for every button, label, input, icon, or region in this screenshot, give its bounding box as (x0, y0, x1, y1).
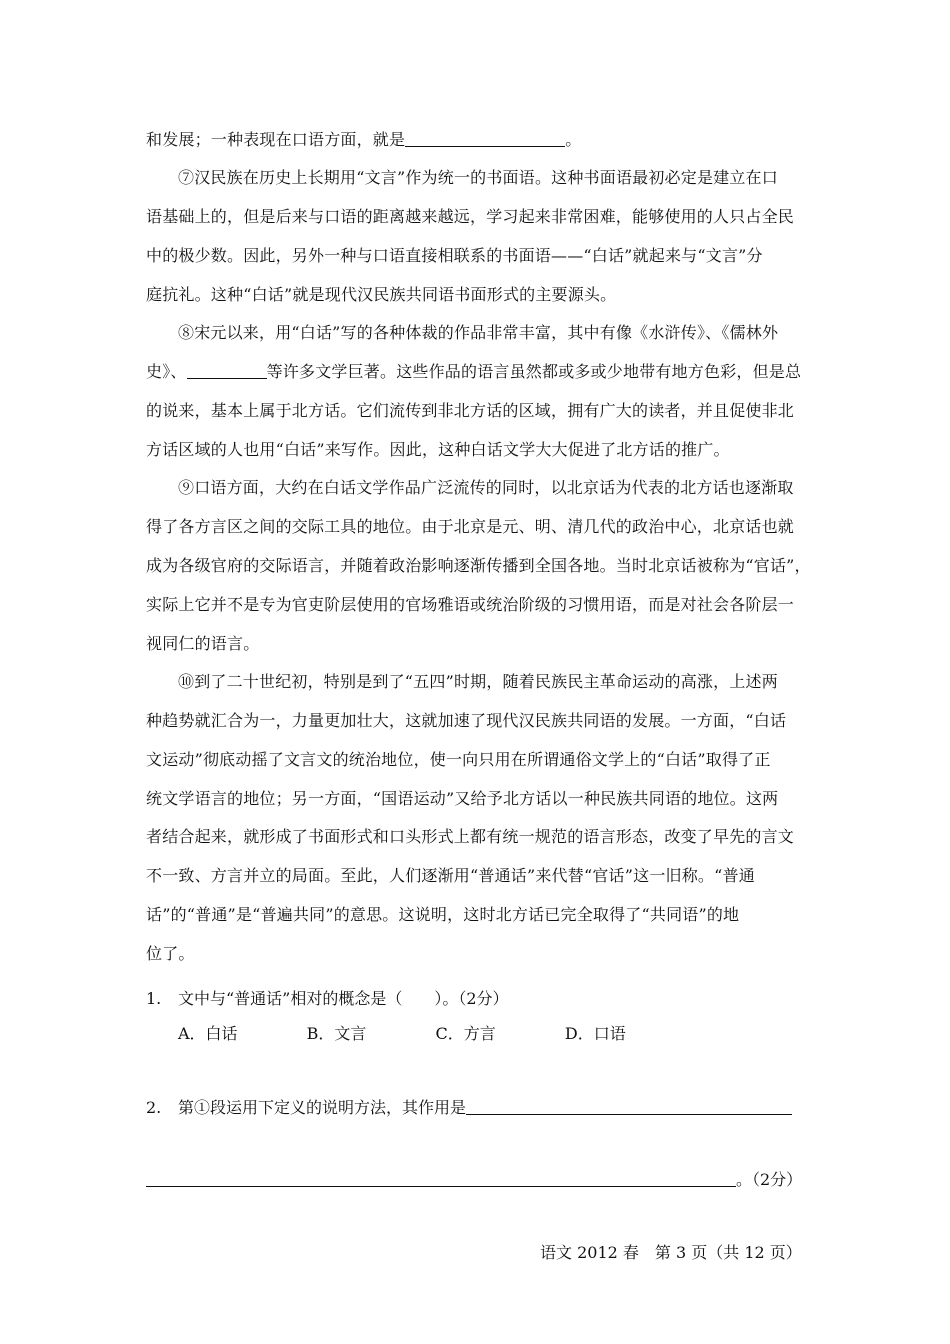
passage-line (146, 440, 730, 460)
passage-line (146, 285, 616, 305)
passage-text: 视同仁的语言。 (146, 634, 260, 653)
question-1-text: 文中与“普通话”相对的概念是（ ）。（2分） (178, 989, 509, 1008)
passage-line (146, 595, 794, 615)
passage-text: 中的极少数。因此，另外一种与口语直接相联系的书面语——“白话”就起来与“文言”分 (146, 246, 763, 265)
passage-text: 不一致、方言并立的局面。至此，人们逐渐用“普通话”来代替“官话”这一旧称。“普通 (146, 866, 755, 885)
question-2-points: 。（2分） (736, 1170, 803, 1189)
passage-text: 史》、 (146, 362, 187, 381)
passage-line (146, 750, 771, 770)
passage-line (178, 478, 794, 498)
passage-line (146, 711, 786, 731)
option-d: D．口语 (564, 1024, 626, 1043)
option-a: A．白话 (178, 1024, 238, 1043)
answer-blank-1[interactable] (466, 1098, 792, 1115)
passage-text: 得了各方言区之间的交际工具的地位。由于北京是元、明、清几代的政治中心，北京话也就 (146, 517, 795, 536)
passage-text: 方话区域的人也用“白话”来写作。因此，这种白话文学大大促进了北方话的推广。 (146, 440, 730, 459)
passage-line (146, 827, 794, 847)
passage-text: 语基础上的，但是后来与口语的距离越来越远，学习起来非常困难，能够使用的人只占全民 (146, 207, 795, 226)
question-1-options (178, 1024, 690, 1044)
passage-text: 种趋势就汇合为一，力量更加壮大，这就加速了现代汉民族共同语的发展。一方面，“白话 (146, 711, 787, 730)
passage-line (146, 634, 259, 654)
passage-text: ⑩到了二十世纪初，特别是到了“五四”时期，随着民族民主革命运动的高涨，上述两 (178, 672, 778, 691)
answer-blank-2[interactable] (146, 1170, 736, 1187)
passage-line (146, 517, 794, 537)
passage-text: 庭抗礼。这种“白话”就是现代汉民族共同语书面形式的主要源头。 (146, 285, 617, 304)
fill-in-blank[interactable] (187, 362, 267, 379)
passage-line (146, 207, 794, 227)
passage-text: ⑨口语方面，大约在白话文学作品广泛流传的同时，以北京话为代表的北方话也逐渐取 (178, 478, 794, 497)
passage-text: 等许多文学巨著。这些作品的语言虽然都或多或少地带有地方色彩，但是总 (266, 362, 802, 381)
passage-text: ⑦汉民族在历史上长期用“文言”作为统一的书面语。这种书面语最初必定是建立在口 (178, 168, 778, 187)
passage-line (178, 323, 778, 343)
question-2 (146, 1098, 792, 1118)
passage-text: 位了。 (146, 944, 195, 963)
question-2-number: 2. (146, 1098, 162, 1117)
passage-text: 统文学语言的地位；另一方面，“国语运动”又给予北方话以一种民族共同语的地位。这两 (146, 789, 779, 808)
passage-text: 。 (565, 130, 582, 149)
question-2-continued (146, 1170, 802, 1190)
passage-line (178, 168, 778, 188)
passage-line (178, 672, 778, 692)
passage-text: 话”的“普通”是“普遍共同”的意思。这说明，这时北方话已完全取得了“共同语”的地 (146, 905, 740, 924)
passage-text: ⑧宋元以来，用“白话”写的各种体裁的作品非常丰富，其中有像《水浒传》、《儒林外 (178, 323, 779, 342)
passage-line (146, 905, 739, 925)
passage-text: 实际上它并不是专为官吏阶层使用的官场雅语或统治阶级的习惯用语，而是对社会各阶层一 (146, 595, 795, 614)
passage-line (146, 401, 794, 421)
option-c: C．方言 (435, 1024, 496, 1043)
passage-line (146, 866, 755, 886)
passage-line (146, 944, 195, 964)
option-b: B．文言 (306, 1024, 367, 1043)
question-1-number: 1. (146, 989, 162, 1008)
passage-text: 成为各级官府的交际语言，并随着政治影响逐渐传播到全国各地。当时北京话被称为“官话”， (146, 556, 811, 575)
question-1 (146, 989, 509, 1009)
passage-line (146, 246, 763, 266)
passage-text: 的说来，基本上属于北方话。它们流传到非北方话的区域，拥有广大的读者，并且促使非北 (146, 401, 795, 420)
passage-line (146, 362, 801, 382)
page-footer: 语文 2012 春 第 3 页（共 12 页） (540, 1243, 802, 1262)
passage-text: 文运动”彻底动摇了文言文的统治地位，使一向只用在所谓通俗文学上的“白话”取得了正 (146, 750, 771, 769)
passage-text: 者结合起来，就形成了书面形式和口头形式上都有统一规范的语言形态，改变了早先的言文 (146, 827, 795, 846)
passage-line (146, 789, 778, 809)
passage-text: 和发展；一种表现在口语方面，就是 (146, 130, 406, 149)
passage-line (146, 130, 581, 150)
question-2-text: 第①段运用下定义的说明方法，其作用是 (178, 1098, 467, 1117)
passage-line (146, 556, 811, 576)
fill-in-blank[interactable] (405, 130, 565, 147)
